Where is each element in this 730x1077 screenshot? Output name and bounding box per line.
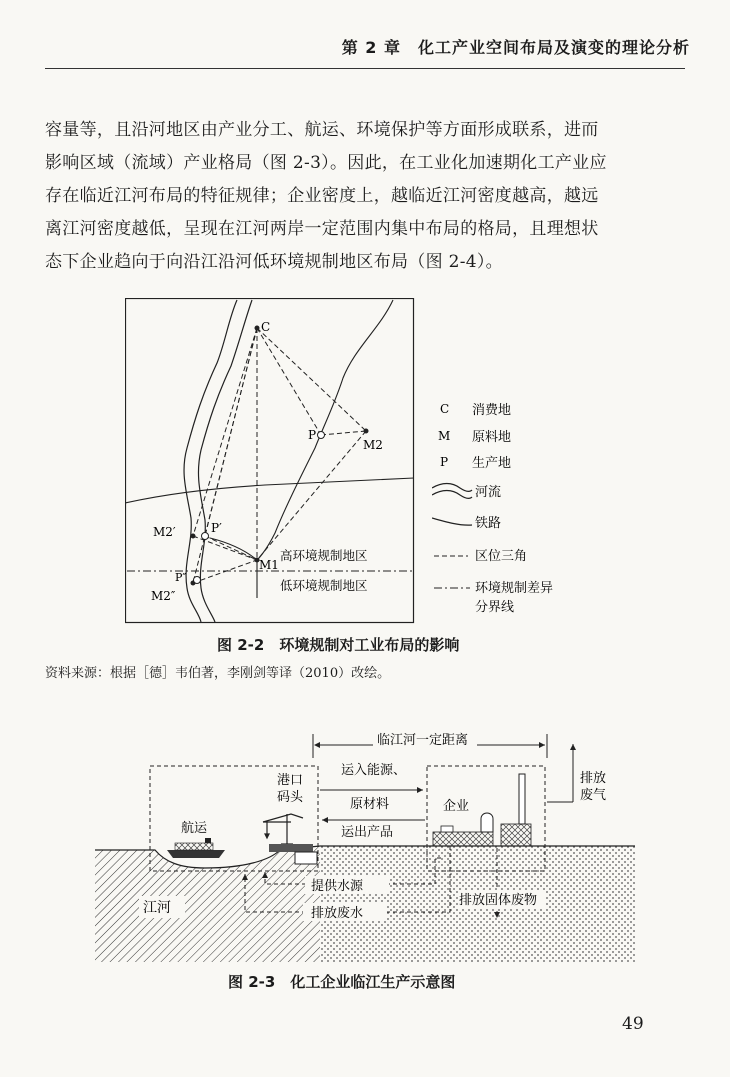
port-label-2: 码头 xyxy=(277,790,304,805)
point-c-marker xyxy=(255,326,260,331)
legend-boundary-label-1: 环境规制差异 xyxy=(475,581,554,596)
legend-m-label: 原料地 xyxy=(472,430,512,445)
point-m2-marker xyxy=(364,429,369,434)
railway xyxy=(125,478,414,503)
enterprise-label: 企业 xyxy=(443,799,470,814)
ship-icon xyxy=(167,838,225,858)
figure-legend xyxy=(432,400,632,630)
body-line: 离江河密度越低，呈现在江河两岸一定范围内集中布局的格局，且理想状 xyxy=(45,219,599,239)
point-pp-label: P′ xyxy=(211,521,222,535)
legend-c-label: 消费地 xyxy=(472,403,512,418)
outbound-label: 运出产品 xyxy=(341,825,394,840)
point-p-marker xyxy=(318,432,325,439)
pier-base xyxy=(295,852,317,864)
point-ppp-label: P″ xyxy=(175,571,187,584)
legend-m-key: M xyxy=(438,429,451,443)
figure-2-caption: 图 2-3 化工企业临江生产示意图 xyxy=(228,973,456,991)
figure-1-caption: 图 2-2 环境规制对工业布局的影响 xyxy=(217,636,460,654)
river-legend-icon xyxy=(432,484,472,499)
inbound-label-2: 原材料 xyxy=(350,797,390,812)
header-rule xyxy=(45,68,685,69)
point-m2p-marker xyxy=(191,534,196,539)
railway xyxy=(257,300,393,560)
crane-icon xyxy=(263,814,303,844)
page-number: 49 xyxy=(622,1014,644,1034)
shipping-label: 航运 xyxy=(181,821,208,836)
body-line: 容量等，且沿河地区由产业分工、航运、环境保护等方面形成联系，进而 xyxy=(45,120,599,140)
body-line: 存在临近江河布局的特征规律；企业密度上，越临近江河密度越高，越远 xyxy=(45,186,599,206)
point-ppp-marker xyxy=(194,577,201,584)
point-pp-marker xyxy=(202,533,209,540)
body-paragraph xyxy=(45,114,645,279)
legend-railway-label: 铁路 xyxy=(475,516,502,531)
legend-boundary-label-2: 分界线 xyxy=(475,600,515,615)
water-supply-label: 提供水源 xyxy=(311,879,364,894)
figure-location-triangle xyxy=(125,298,415,626)
figure-1-source: 资料来源：根据［德］韦伯著，李刚剑等译（2010）改绘。 xyxy=(45,666,391,681)
port-label-1: 港口 xyxy=(277,773,304,788)
body-line: 影响区域（流域）产业格局（图 2-3）。因此，在工业化加速期化工产业应 xyxy=(45,153,607,173)
inbound-label-1: 运入能源、 xyxy=(341,763,407,778)
region-high-label: 高环境规制地区 xyxy=(280,548,368,563)
point-m2-label: M2 xyxy=(363,438,383,452)
body-line: 态下企业趋向于向沿江沿河低环境规制地区布局（图 2-4）。 xyxy=(45,252,503,272)
point-m1-label: M1 xyxy=(259,558,279,572)
solid-waste-label: 排放固体废物 xyxy=(459,893,538,908)
point-c-label: C xyxy=(261,320,271,334)
point-m2pp-label: M2″ xyxy=(151,589,176,603)
river-left-bank xyxy=(184,300,237,622)
river-label: 江河 xyxy=(143,900,171,916)
exhaust-label-1: 排放 xyxy=(580,771,607,786)
river-area xyxy=(95,846,320,962)
legend-river-label: 河流 xyxy=(475,485,502,500)
point-m2p-label: M2′ xyxy=(153,525,176,539)
legend-triangle-label: 区位三角 xyxy=(475,549,528,564)
figure-frame xyxy=(126,299,414,623)
legend-c-key: C xyxy=(440,402,450,416)
legend-p-key: P xyxy=(440,455,449,469)
pier-icon xyxy=(269,844,313,852)
point-p-label: P xyxy=(308,428,317,442)
figure-riverside-production xyxy=(95,722,635,967)
running-head: 第 2 章 化工产业空间布局及演变的理论分析 xyxy=(341,38,690,57)
railway-legend-icon xyxy=(432,518,472,525)
distance-label: 临江河一定距离 xyxy=(377,733,469,748)
wastewater-label: 排放废水 xyxy=(311,906,364,921)
river-right-bank xyxy=(198,300,252,622)
exhaust-label-2: 废气 xyxy=(580,788,607,803)
location-triangle-lines xyxy=(193,328,366,583)
legend-p-label: 生产地 xyxy=(472,456,512,471)
region-low-label: 低环境规制地区 xyxy=(280,578,368,593)
